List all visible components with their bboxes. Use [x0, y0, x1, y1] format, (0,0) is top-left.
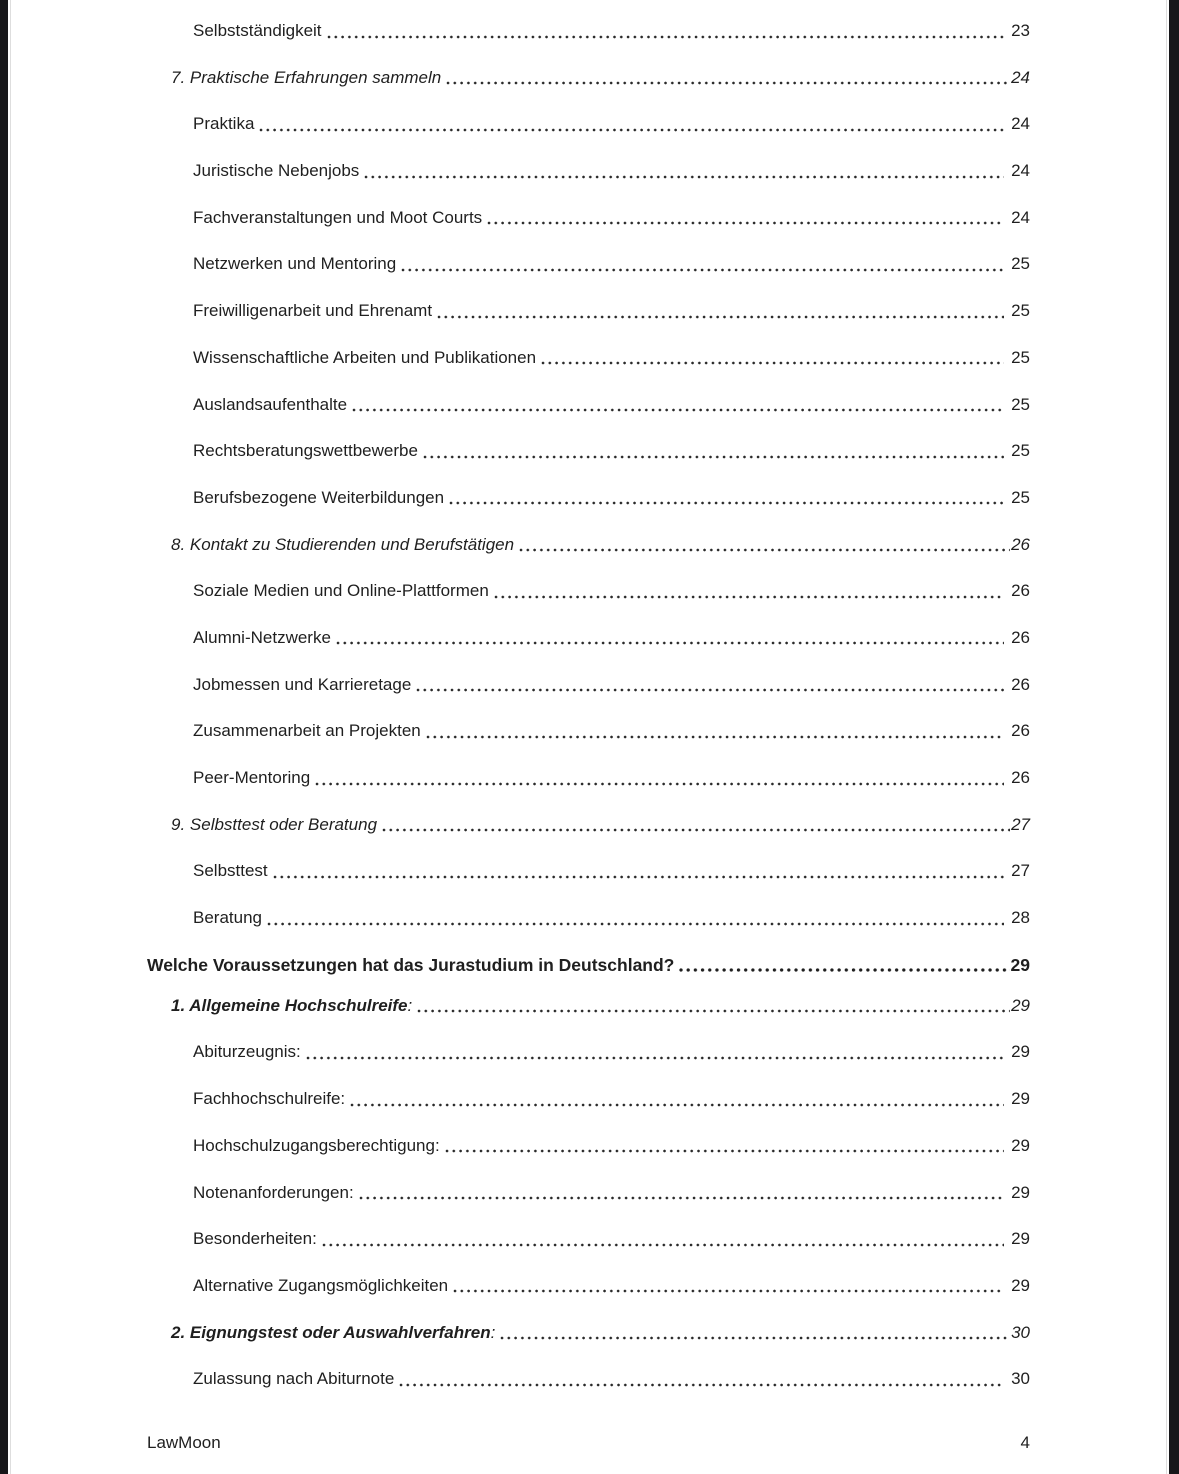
toc-entry-label: Abiturzeugnis: — [193, 1042, 301, 1062]
dot-leader — [417, 1009, 1010, 1013]
toc-entry[interactable] — [147, 1182, 1030, 1204]
toc-list — [8, 0, 1169, 1390]
toc-entry-label: Juristische Nebenjobs — [193, 161, 360, 181]
dot-leader — [359, 1196, 1004, 1200]
toc-entry-page-number: 24 — [1011, 67, 1030, 87]
toc-entry[interactable] — [147, 1041, 1030, 1063]
toc-entry-page-number: 23 — [1011, 21, 1030, 40]
toc-entry[interactable] — [147, 113, 1030, 135]
toc-entry-label: Praktika — [193, 114, 255, 134]
dot-leader — [426, 735, 1004, 739]
toc-entry-page-number: 27 — [1011, 814, 1030, 834]
toc-entry[interactable] — [147, 995, 1030, 1017]
dot-leader — [399, 1383, 1004, 1387]
toc-entry-label: Beratung — [193, 908, 262, 928]
dot-leader — [679, 968, 1009, 972]
toc-entry-page-number: 26 — [1011, 674, 1030, 694]
toc-entry[interactable] — [147, 860, 1030, 882]
dot-leader — [500, 1336, 1010, 1340]
toc-entry-label: Freiwilligenarbeit und Ehrenamt — [193, 301, 433, 321]
footer-page-number: 4 — [1020, 1433, 1030, 1452]
dot-leader — [449, 501, 1004, 505]
toc-entry-label: Wissenschaftliche Arbeiten und Publikationen — [193, 347, 537, 367]
dot-leader — [273, 875, 1004, 879]
toc-entry-label: Welche Voraussetzungen hat das Jurastudium in Deutschland? — [147, 954, 675, 975]
dot-leader — [259, 128, 1004, 132]
toc-entry-page-number: 29 — [1011, 995, 1030, 1015]
dot-leader — [401, 268, 1004, 272]
toc-entry-page-number: 26 — [1011, 581, 1030, 601]
toc-entry[interactable] — [147, 627, 1030, 649]
dot-leader — [336, 641, 1004, 645]
toc-entry[interactable] — [147, 1322, 1030, 1344]
dot-leader — [352, 408, 1004, 412]
toc-entry[interactable] — [147, 534, 1030, 556]
toc-entry[interactable] — [147, 814, 1030, 836]
dot-leader — [364, 175, 1004, 179]
dot-leader — [494, 595, 1004, 599]
toc-entry-label: Fachveranstaltungen und Moot Courts — [193, 207, 483, 227]
toc-entry-label: Selbstständigkeit — [193, 21, 322, 40]
toc-entry[interactable] — [147, 907, 1030, 929]
toc-entry-label: Soziale Medien und Online-Plattformen — [193, 581, 489, 601]
toc-entry-page-number: 25 — [1011, 487, 1030, 507]
toc-entry-page-number: 26 — [1011, 627, 1030, 647]
toc-entry-page-number: 29 — [1010, 954, 1030, 975]
dot-leader — [306, 1056, 1004, 1060]
toc-entry[interactable] — [147, 207, 1030, 229]
toc-entry-label: Hochschulzugangsberechtigung: — [193, 1135, 440, 1155]
toc-entry-page-number: 25 — [1011, 347, 1030, 367]
dot-leader — [423, 455, 1004, 459]
toc-entry-page-number: 25 — [1011, 254, 1030, 274]
toc-entry-page-number: 26 — [1011, 768, 1030, 787]
toc-entry[interactable] — [147, 487, 1030, 509]
toc-entry[interactable] — [147, 954, 1030, 976]
dot-leader — [267, 922, 1004, 926]
toc-entry-page-number: 29 — [1011, 1182, 1030, 1202]
toc-entry[interactable] — [147, 580, 1030, 602]
toc-entry[interactable] — [147, 440, 1030, 462]
toc-entry[interactable] — [147, 1368, 1030, 1390]
toc-entry-page-number: 27 — [1011, 861, 1030, 881]
toc-entry[interactable] — [147, 767, 1030, 789]
toc-entry-label-suffix: : — [407, 995, 413, 1015]
toc-entry-label: 9. Selbsttest oder Beratung — [171, 814, 378, 834]
toc-entry-page-number: 30 — [1011, 1322, 1030, 1342]
viewer-edge-left-bar — [0, 0, 8, 1474]
toc-entry-label: 7. Praktische Erfahrungen sammeln — [171, 67, 442, 87]
dot-leader — [327, 35, 1005, 39]
toc-entry-label: Fachhochschulreife: — [193, 1089, 346, 1109]
toc-entry-label: 8. Kontakt zu Studierenden und Berufstätigen — [171, 534, 515, 554]
toc-entry-label: 2. Eignungstest oder Auswahlverfahren — [171, 1322, 491, 1342]
dot-leader — [382, 828, 1010, 832]
toc-entry[interactable] — [147, 1088, 1030, 1110]
dot-leader — [487, 221, 1004, 225]
dot-leader — [519, 548, 1010, 552]
footer-brand: LawMoon — [147, 1433, 221, 1452]
toc-entry[interactable] — [147, 253, 1030, 275]
dot-leader — [350, 1103, 1004, 1107]
toc-entry-label: Zulassung nach Abiturnote — [193, 1369, 395, 1389]
dot-leader — [446, 81, 1010, 85]
toc-entry-label: Auslandsaufenthalte — [193, 394, 348, 414]
toc-entry-label: Notenanforderungen: — [193, 1182, 354, 1202]
toc-entry[interactable] — [147, 674, 1030, 696]
toc-entry-page-number: 28 — [1011, 908, 1030, 928]
toc-entry[interactable] — [147, 1275, 1030, 1297]
toc-entry[interactable] — [147, 1228, 1030, 1250]
toc-entry-label: 1. Allgemeine Hochschulreife — [171, 995, 408, 1015]
toc-entry-label: Alternative Zugangsmöglichkeiten — [193, 1275, 449, 1295]
toc-entry-page-number: 26 — [1011, 721, 1030, 741]
toc-entry[interactable] — [147, 300, 1030, 322]
toc-entry[interactable] — [147, 20, 1030, 42]
toc-entry-page-number: 29 — [1011, 1135, 1030, 1155]
toc-entry[interactable] — [147, 1135, 1030, 1157]
dot-leader — [315, 782, 1004, 786]
toc-entry-label: Netzwerken und Mentoring — [193, 254, 397, 274]
toc-entry-page-number: 24 — [1011, 207, 1030, 227]
toc-entry-page-number: 24 — [1011, 114, 1030, 134]
toc-entry-label: Alumni-Netzwerke — [193, 627, 331, 647]
document-page — [8, 0, 1169, 1474]
toc-entry-label: Zusammenarbeit an Projekten — [193, 721, 421, 741]
toc-entry-label: Besonderheiten: — [193, 1229, 317, 1249]
dot-leader — [445, 1149, 1004, 1153]
toc-entry[interactable] — [147, 720, 1030, 742]
toc-entry-page-number: 25 — [1011, 441, 1030, 461]
dot-leader — [322, 1243, 1004, 1247]
dot-leader — [541, 361, 1004, 365]
toc-entry-page-number: 29 — [1011, 1229, 1030, 1249]
toc-entry-label-suffix: : — [490, 1322, 496, 1342]
toc-entry-page-number: 29 — [1011, 1275, 1030, 1295]
toc-entry-page-number: 30 — [1011, 1369, 1030, 1389]
toc-entry-label: Rechtsberatungswettbewerbe — [193, 441, 418, 461]
toc-entry[interactable] — [147, 160, 1030, 182]
toc-entry[interactable] — [147, 347, 1030, 369]
toc-entry-page-number: 29 — [1011, 1089, 1030, 1109]
toc-entry-label: Peer-Mentoring — [193, 768, 311, 787]
toc-entry-label: Selbsttest — [193, 861, 268, 881]
dot-leader — [453, 1289, 1004, 1293]
toc-entry-page-number: 24 — [1011, 161, 1030, 181]
dot-leader — [437, 315, 1004, 319]
viewer-edge-right-bar — [1169, 0, 1179, 1474]
toc-entry-label: Jobmessen und Karrieretage — [193, 674, 412, 694]
toc-entry-page-number: 26 — [1011, 534, 1030, 554]
toc-entry-page-number: 29 — [1011, 1042, 1030, 1062]
dot-leader — [416, 688, 1004, 692]
toc-entry-page-number: 25 — [1011, 394, 1030, 414]
page-footer — [147, 1432, 1030, 1454]
toc-entry-page-number: 25 — [1011, 301, 1030, 321]
toc-entry-label: Berufsbezogene Weiterbildungen — [193, 487, 445, 507]
toc-entry[interactable] — [147, 67, 1030, 89]
toc-entry[interactable] — [147, 394, 1030, 416]
